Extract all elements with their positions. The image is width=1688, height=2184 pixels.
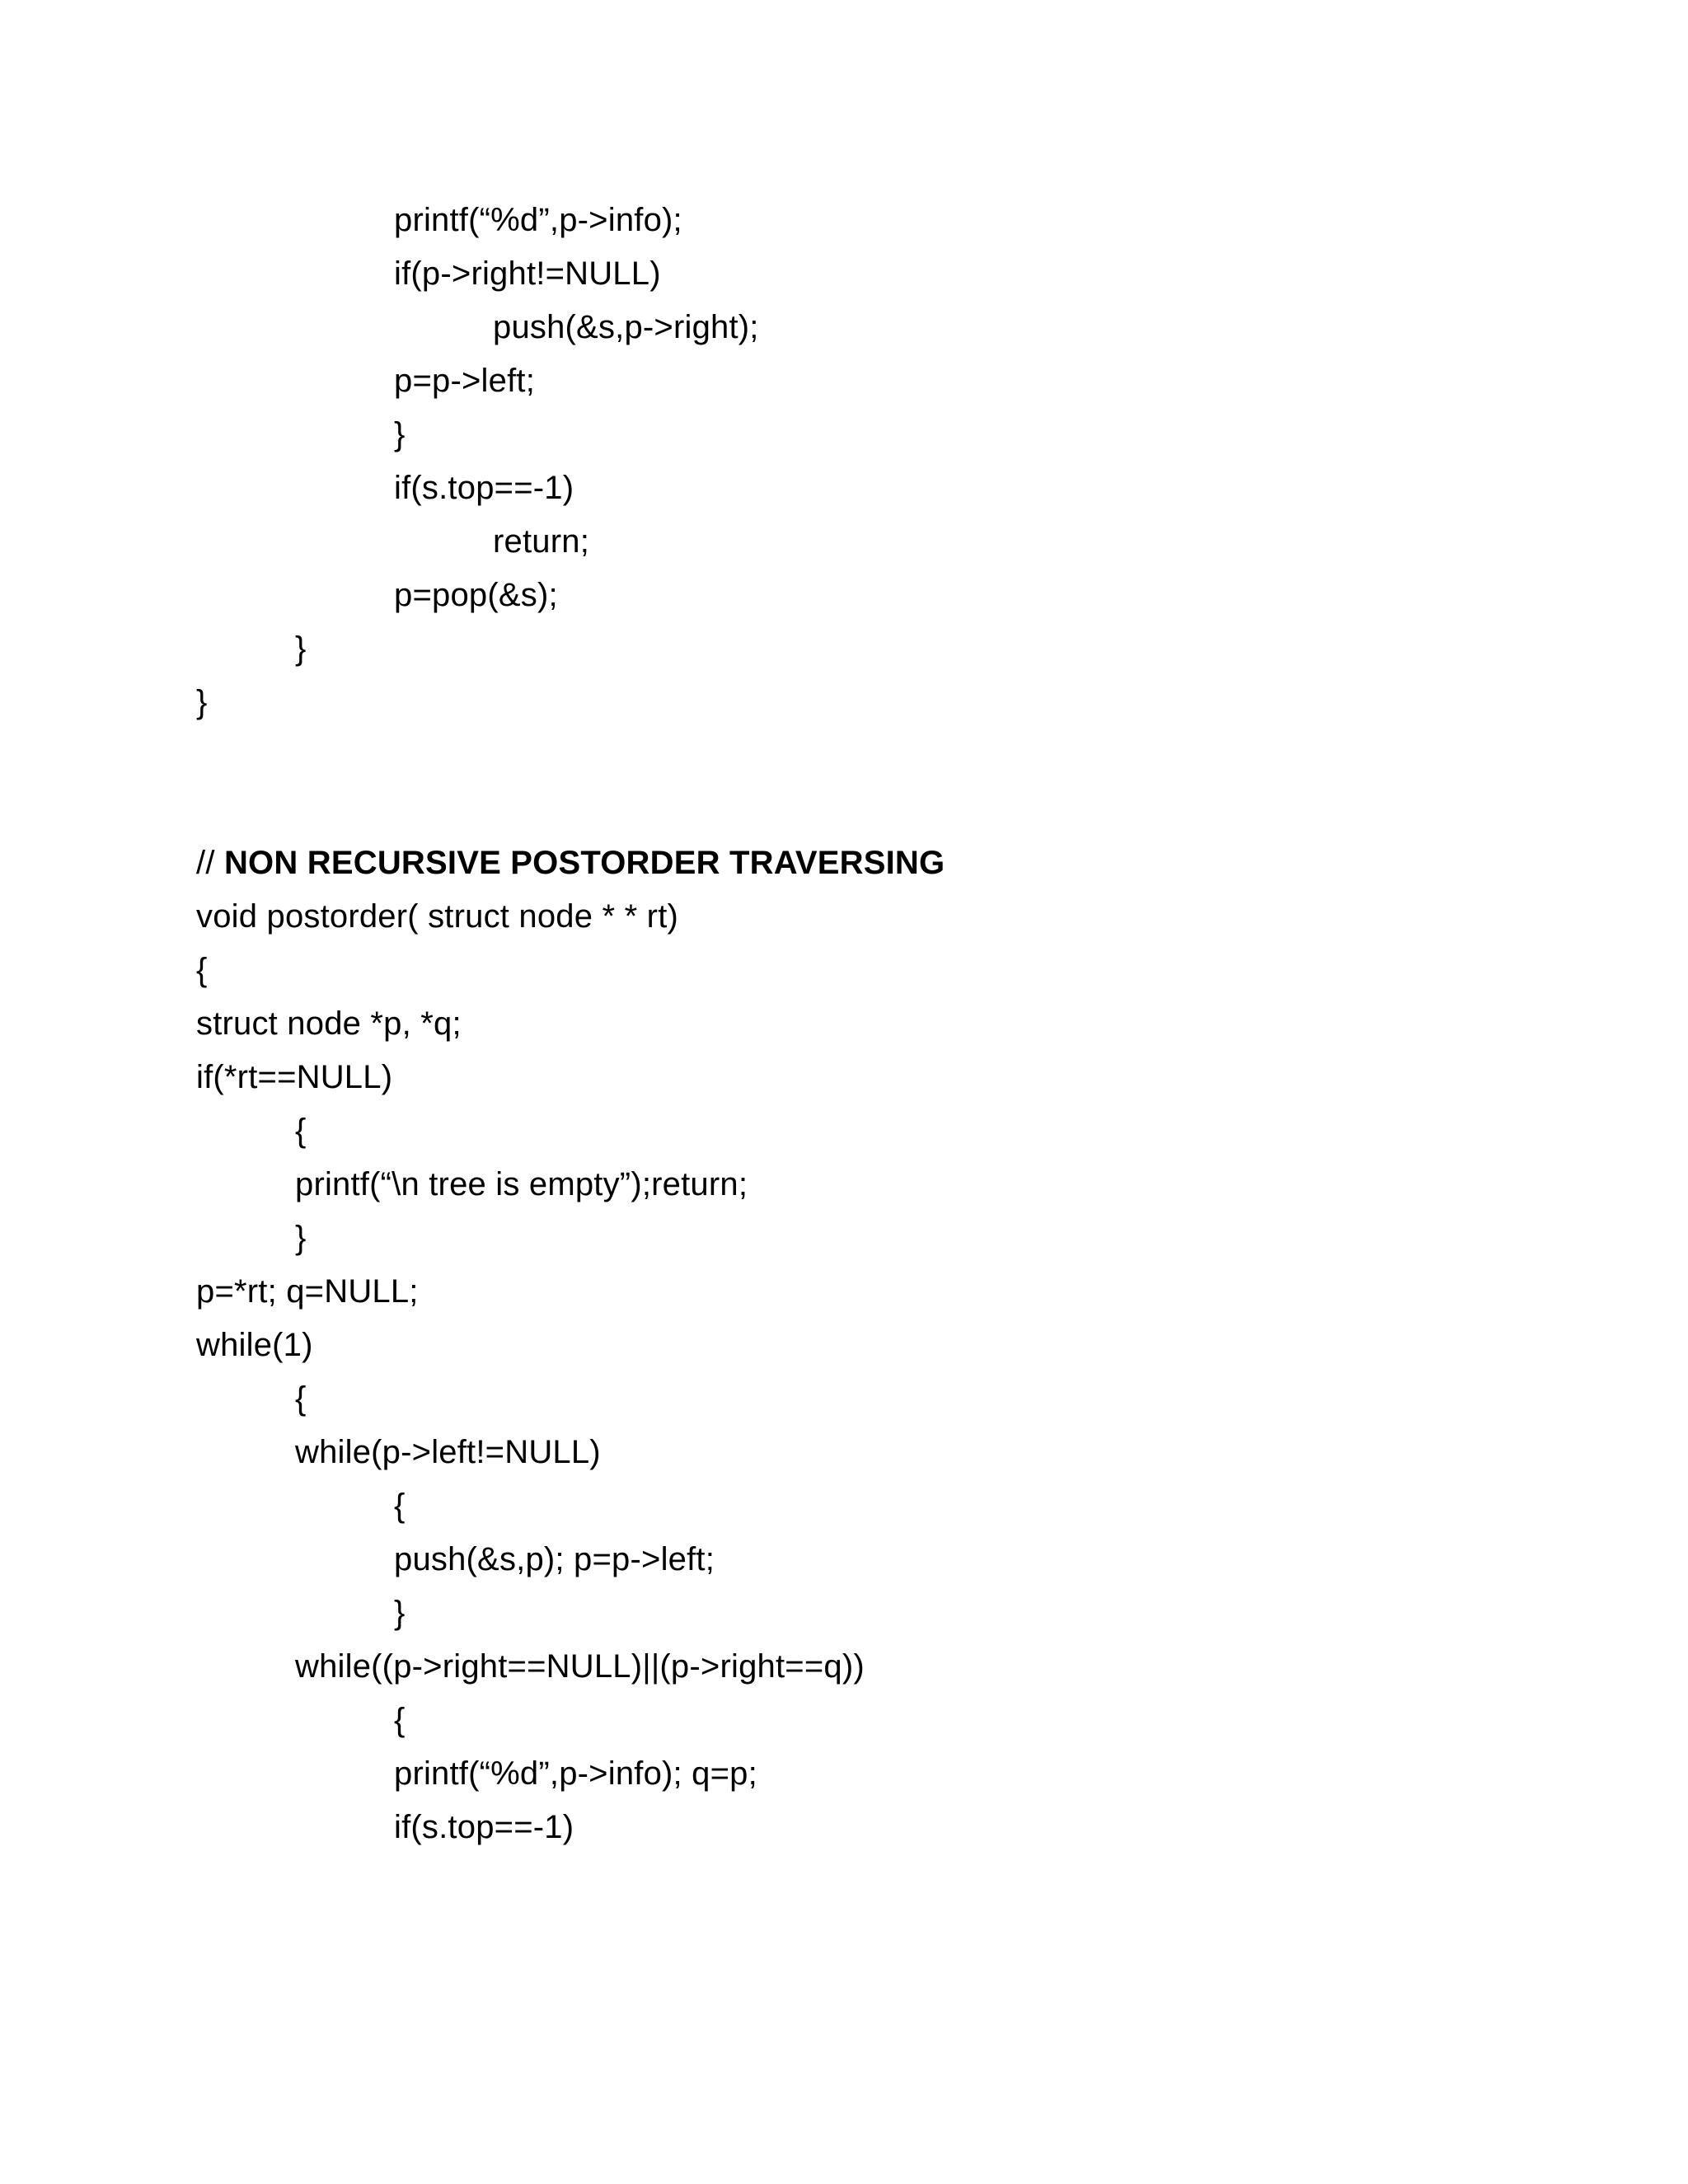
code-line: while(p->left!=NULL) <box>295 1434 601 1470</box>
code-line: if(*rt==NULL) <box>196 1059 393 1095</box>
code-line: printf(“%d”,p->info); q=p; <box>394 1755 757 1792</box>
code-line: } <box>394 1595 406 1631</box>
comment-prefix: // <box>196 845 215 881</box>
code-line: { <box>295 1113 307 1149</box>
code-line: push(&s,p); p=p->left; <box>394 1541 715 1577</box>
code-line: push(&s,p->right); <box>493 309 759 345</box>
code-line: while(1) <box>196 1327 313 1363</box>
code-line: } <box>394 416 406 452</box>
heading-text: NON RECURSIVE POSTORDER TRAVERSING <box>223 845 945 881</box>
code-line: { <box>196 952 208 988</box>
code-line: } <box>295 630 307 667</box>
section-heading <box>196 842 945 883</box>
code-line: printf(“\n tree is empty”);return; <box>295 1166 748 1202</box>
code-line: { <box>295 1380 307 1417</box>
code-line: p=pop(&s); <box>394 577 558 613</box>
code-line: while((p->right==NULL)||(p->right==q)) <box>295 1648 865 1685</box>
code-line: return; <box>493 523 590 560</box>
code-line: } <box>196 684 208 720</box>
code-line: p=*rt; q=NULL; <box>196 1273 419 1310</box>
code-line: if(s.top==-1) <box>394 470 574 506</box>
code-line: if(p->right!=NULL) <box>394 255 661 292</box>
code-line: p=p->left; <box>394 363 536 399</box>
code-line: } <box>295 1220 307 1256</box>
code-line: void postorder( struct node * * rt) <box>196 898 679 935</box>
code-line: struct node *p, *q; <box>196 1005 462 1042</box>
code-line: printf(“%d”,p->info); <box>394 202 682 238</box>
code-line: if(s.top==-1) <box>394 1809 574 1845</box>
code-line: { <box>394 1702 406 1738</box>
code-line: { <box>394 1488 406 1524</box>
